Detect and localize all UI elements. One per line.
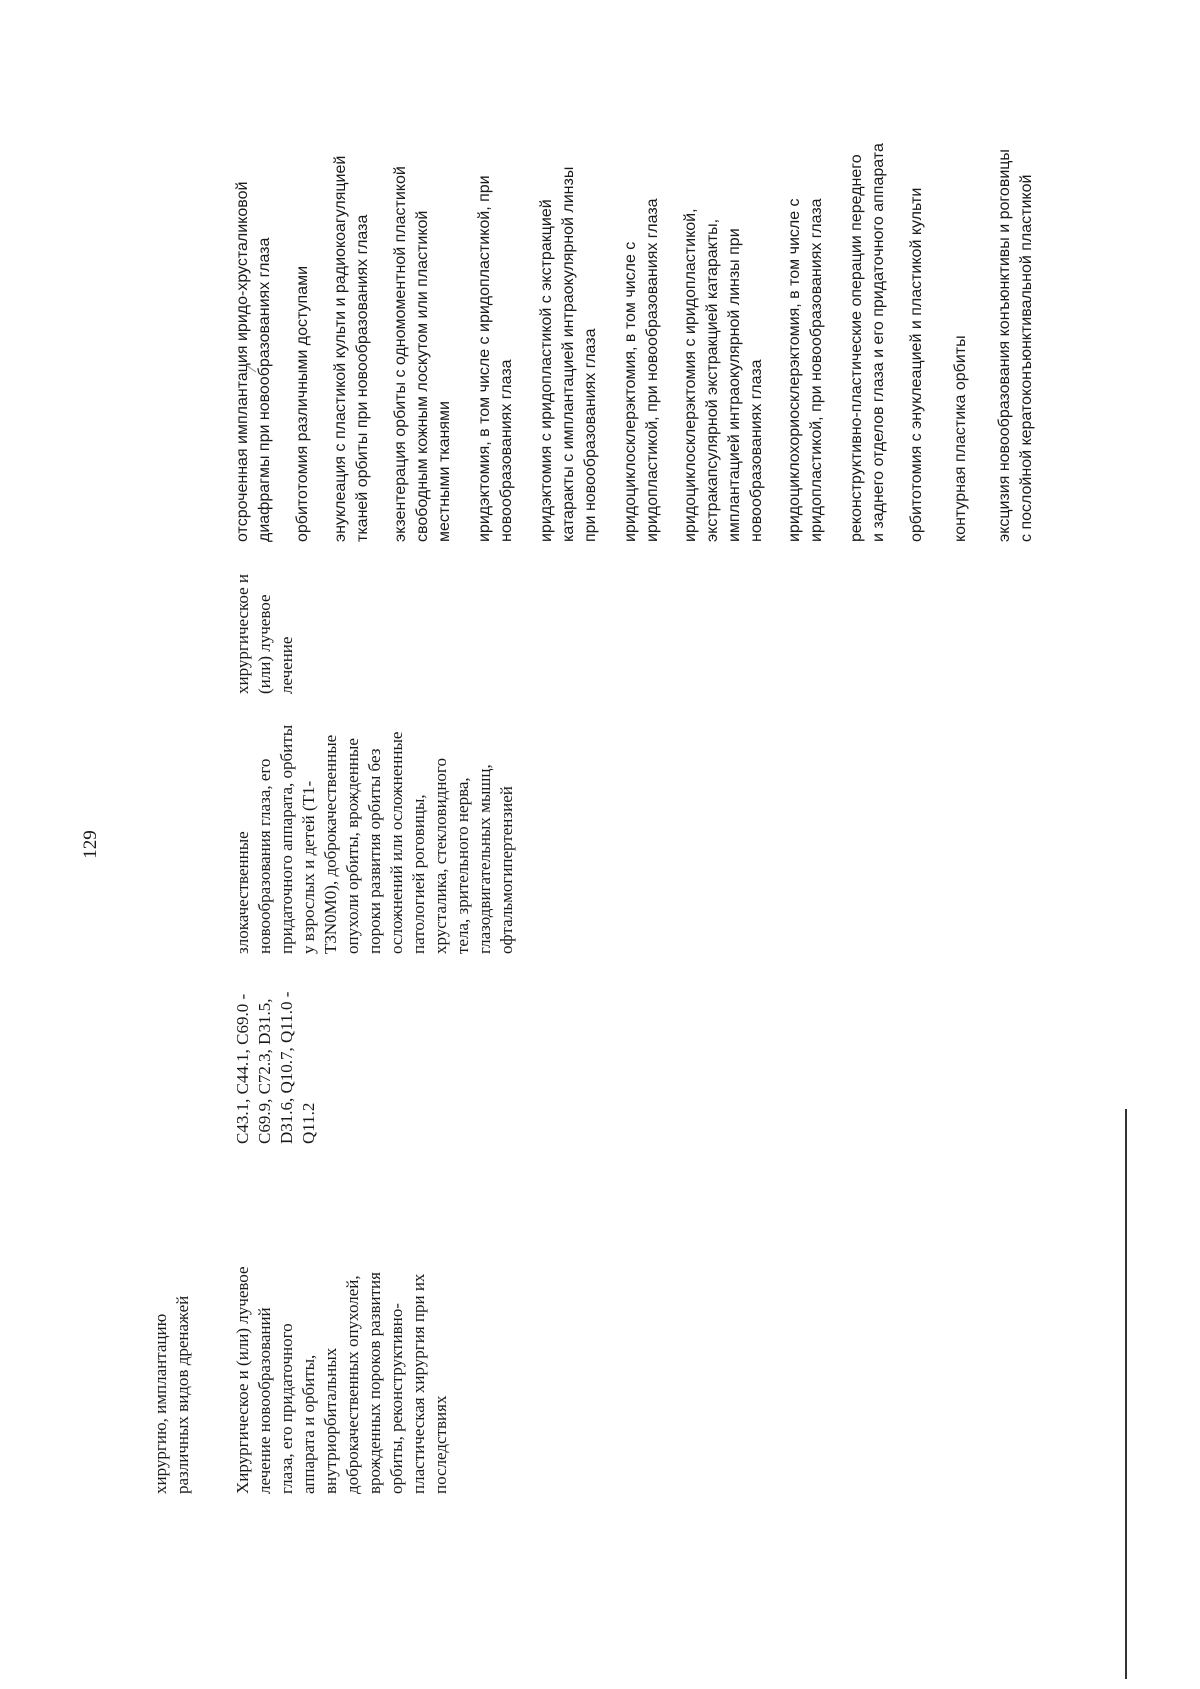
method-item: экзентерация орбиты с одномоментной пластикой свободным кожным лоскутом или пластикой местными тканями <box>392 166 453 542</box>
method-item: орбитотомия с энуклеацией и пластикой культи <box>908 187 925 542</box>
icd-codes: C43.1, C44.1, C69.0 - C69.9, C72.3, D31.5, D31.6, Q10.7, Q11.0 - Q11.2 <box>233 991 318 1144</box>
method-item: иридоциклохориосклерэктомия, в том числе с иридопластикой, при новообразованиях глаза <box>786 198 825 542</box>
method-item: иридэктомия, в том числе с иридопластикой, при новообразованиях глаза <box>476 175 515 542</box>
patient-model-description: злокачественные новообразования глаза, его придаточного аппарата, орбиты у взрослых и детей (T1- T3N0M0), доброкачественные опухоли орбиты, врожденные пороки развития орбиты без осложнений или осложненные патологией роговицы, хрусталика, стекловидного тела, зрительного нерва, глазодвигательных мышц, офтальмогипертензией <box>233 724 516 954</box>
continued-procedure-text: хирургию, имплантацию различных видов дренажей <box>151 1295 192 1494</box>
method-item: иридэктомия с иридопластикой с экстракцией катаракты с имплантацией интраокулярной линзы при новообразованиях глаза <box>538 166 599 542</box>
method-item: отсроченная имплантация иридо-хрусталиковой диафрагмы при новообразованиях глаза <box>234 181 273 542</box>
method-item: контурная пластика орбиты <box>952 335 969 542</box>
method-item: иридоциклосклерэктомия с иридопластикой, экстракапсулярной экстракцией катаракты, имплантацией интраокулярной линзы при новообразованиях глаза <box>682 208 765 542</box>
method-item: иридоциклосклерэктомия, в том числе с иридопластикой, при новообразованиях глаза <box>622 198 661 542</box>
method-item: энуклеация с пластикой культи и радиокоагуляцией тканей орбиты при новообразованиях глаза <box>332 155 371 542</box>
treatment-kind: хирургическое и (или) лучевое лечение <box>233 573 296 694</box>
bottom-rule <box>1125 1109 1127 1679</box>
method-item: орбитотомия различными доступами <box>294 265 311 542</box>
treatment-type-description: Хирургическое и (или) лучевое лечение новообразований глаза, его придаточного аппарата и орбиты, внутриорбитальных доброкачественных опухолей, врожденных пороков развития орбиты, реконструктивно- пластическая хирургия при их последствиях <box>233 1266 450 1494</box>
method-item: реконструктивно-пластические операции переднего и заднего отделов глаза и его придаточного аппарата <box>848 143 887 542</box>
method-item: эксцизия новообразования конъюнктивы и роговицы с послойной кератоконъюнктивальной пластикой <box>996 149 1035 542</box>
page-number: 129 <box>80 830 101 859</box>
